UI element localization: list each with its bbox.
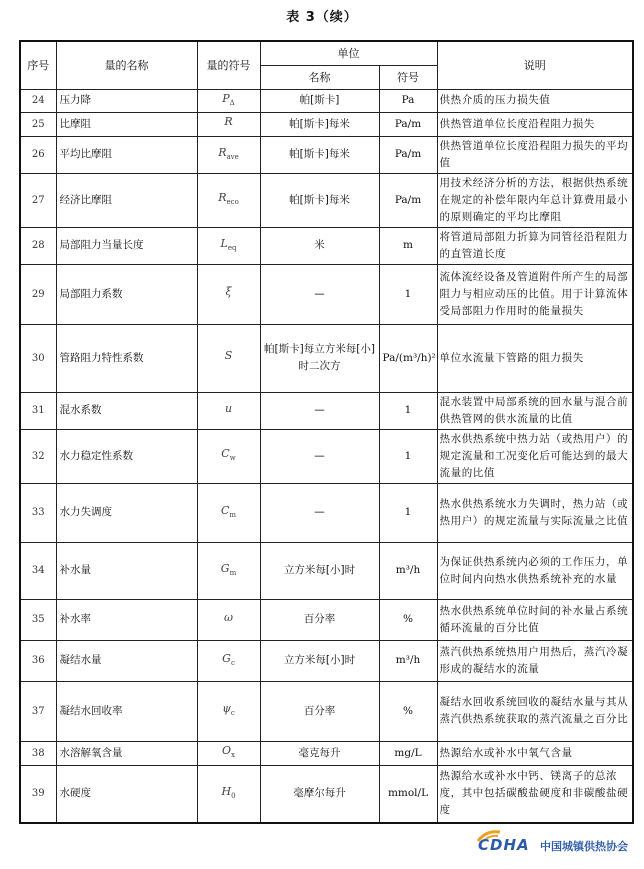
quantity-name: 经济比摩阻 bbox=[56, 173, 197, 227]
unit-name: 帕[斯卡]每米 bbox=[260, 112, 379, 136]
unit-name: 毫摩尔每升 bbox=[260, 765, 379, 823]
table-row bbox=[20, 324, 633, 392]
header-unit-name: 名称 bbox=[260, 65, 379, 89]
description: 热水供热系统单位时间的补水量占系统循环流量的百分比值 bbox=[437, 599, 633, 640]
quantity-symbol bbox=[197, 765, 260, 823]
symbol-subscript: eq bbox=[227, 243, 237, 252]
quantity-name: 水硬度 bbox=[56, 765, 197, 823]
unit-symbol: 1 bbox=[379, 483, 437, 542]
unit-name: 帕[斯卡]每立方米每[小]时二次方 bbox=[260, 324, 379, 392]
description: 热源给水或补水中氧气含量 bbox=[437, 741, 633, 765]
header-unit: 单位 bbox=[260, 41, 437, 65]
unit-name: 帕[斯卡] bbox=[260, 89, 379, 112]
table-row bbox=[20, 89, 633, 112]
unit-name: 立方米每[小]时 bbox=[260, 542, 379, 599]
unit-name: — bbox=[260, 483, 379, 542]
symbol-subscript: 0 bbox=[231, 792, 236, 801]
quantity-symbol bbox=[197, 681, 260, 741]
header-unit-symbol: 符号 bbox=[379, 65, 437, 89]
symbol-subscript: eco bbox=[226, 198, 239, 207]
symbol-subscript: m bbox=[229, 568, 237, 577]
unit-symbol: Pa/(m³/h)² bbox=[379, 324, 437, 392]
quantity-symbol bbox=[197, 542, 260, 599]
unit-symbol: 1 bbox=[379, 264, 437, 324]
symbol-main: O bbox=[222, 744, 232, 758]
unit-symbol: m³/h bbox=[379, 542, 437, 599]
unit-symbol: Pa bbox=[379, 89, 437, 112]
row-number: 27 bbox=[20, 173, 56, 227]
symbol-subscript: m bbox=[229, 510, 237, 519]
quantity-name: 水力失调度 bbox=[56, 483, 197, 542]
unit-symbol: mg/L bbox=[379, 741, 437, 765]
quantity-name: 比摩阻 bbox=[56, 112, 197, 136]
quantity-name: 水力稳定性系数 bbox=[56, 429, 197, 483]
quantity-symbol bbox=[197, 392, 260, 429]
table-row bbox=[20, 227, 633, 264]
symbol-main: G bbox=[222, 651, 231, 665]
description: 热水供热系统中热力站（或热用户）的规定流量和工况变化后可能达到的最大流量的比值 bbox=[437, 429, 633, 483]
unit-symbol: 1 bbox=[379, 392, 437, 429]
description: 用技术经济分析的方法，根据供热系统在规定的补偿年限内年总计算费用最小的原则确定的平均比摩阻 bbox=[437, 173, 633, 227]
symbol-main: ψ bbox=[222, 702, 231, 716]
table-row bbox=[20, 640, 633, 681]
unit-name: — bbox=[260, 429, 379, 483]
symbol-subscript: Δ bbox=[229, 98, 235, 107]
description: 供热管道单位长度沿程阻力损失的平均值 bbox=[437, 136, 633, 173]
row-number: 38 bbox=[20, 741, 56, 765]
unit-symbol: 1 bbox=[379, 429, 437, 483]
table-row bbox=[20, 136, 633, 173]
description: 为保证供热系统内必须的工作压力，单位时间内向热水供热系统补充的水量 bbox=[437, 542, 633, 599]
symbol-main: P bbox=[222, 91, 230, 105]
header-seq: 序号 bbox=[20, 41, 56, 89]
table-row bbox=[20, 264, 633, 324]
description: 供热管道单位长度沿程阻力损失 bbox=[437, 112, 633, 136]
description: 单位水流量下管路的阻力损失 bbox=[437, 324, 633, 392]
quantity-name: 补水量 bbox=[56, 542, 197, 599]
quantity-symbol bbox=[197, 640, 260, 681]
quantity-symbol bbox=[197, 173, 260, 227]
unit-symbol: Pa/m bbox=[379, 112, 437, 136]
quantity-symbol bbox=[197, 112, 260, 136]
org-name: 中国城镇供热协会 bbox=[540, 840, 628, 853]
symbol-main: L bbox=[220, 236, 228, 250]
unit-name: 立方米每[小]时 bbox=[260, 640, 379, 681]
header-description: 说明 bbox=[437, 41, 633, 89]
symbol-main: C bbox=[220, 503, 230, 517]
symbol-subscript: x bbox=[231, 751, 235, 760]
header-quantity-name: 量的名称 bbox=[56, 41, 197, 89]
description: 凝结水回收系统回收的凝结水量与其从蒸汽供热系统获取的蒸汽流量之百分比 bbox=[437, 681, 633, 741]
header-quantity-symbol: 量的符号 bbox=[197, 41, 260, 89]
symbol-main: u bbox=[224, 401, 233, 415]
quantity-symbol bbox=[197, 599, 260, 640]
description: 蒸汽供热系统热用户用热后，蒸汽冷凝形成的凝结水的流量 bbox=[437, 640, 633, 681]
symbol-main: G bbox=[220, 561, 230, 575]
row-number: 30 bbox=[20, 324, 56, 392]
description: 热源给水或补水中钙、镁离子的总浓度，其中包括碳酸盐硬度和非碳酸盐硬度 bbox=[437, 765, 633, 823]
unit-name: — bbox=[260, 392, 379, 429]
symbol-main: ω bbox=[224, 610, 233, 624]
quantity-symbol bbox=[197, 264, 260, 324]
quantity-symbol bbox=[197, 741, 260, 765]
unit-name: 百分率 bbox=[260, 599, 379, 640]
table-row bbox=[20, 429, 633, 483]
description: 流体流经设备及管道附件所产生的局部阻力与相应动压的比值。用于计算流体受局部阻力作用时的能量损失 bbox=[437, 264, 633, 324]
unit-name: 帕[斯卡]每米 bbox=[260, 173, 379, 227]
logo-text: CDHA bbox=[478, 836, 530, 854]
quantity-name: 管路阻力特性系数 bbox=[56, 324, 197, 392]
table-body bbox=[20, 89, 633, 823]
unit-name: 百分率 bbox=[260, 681, 379, 741]
row-number: 32 bbox=[20, 429, 56, 483]
row-number: 25 bbox=[20, 112, 56, 136]
table-title: 表 3（续） bbox=[286, 10, 358, 25]
table-row bbox=[20, 483, 633, 542]
description: 供热介质的压力损失值 bbox=[437, 89, 633, 112]
row-number: 31 bbox=[20, 392, 56, 429]
quantity-symbol bbox=[197, 483, 260, 542]
unit-name: 毫克每升 bbox=[260, 741, 379, 765]
quantity-symbol bbox=[197, 136, 260, 173]
quantity-name: 凝结水回收率 bbox=[56, 681, 197, 741]
row-number: 39 bbox=[20, 765, 56, 823]
symbol-main: R bbox=[218, 145, 227, 159]
description: 混水装置中局部系统的回水量与混合前供热管网的供水流量的比值 bbox=[437, 392, 633, 429]
quantity-symbol bbox=[197, 89, 260, 112]
row-number: 29 bbox=[20, 264, 56, 324]
quantity-name: 混水系数 bbox=[56, 392, 197, 429]
unit-symbol: Pa/m bbox=[379, 136, 437, 173]
table-row bbox=[20, 765, 633, 823]
unit-symbol: m³/h bbox=[379, 640, 437, 681]
unit-symbol: m bbox=[379, 227, 437, 264]
row-number: 33 bbox=[20, 483, 56, 542]
unit-name: 米 bbox=[260, 227, 379, 264]
symbol-main: H bbox=[221, 784, 232, 798]
row-number: 37 bbox=[20, 681, 56, 741]
quantity-symbol bbox=[197, 324, 260, 392]
unit-name: 帕[斯卡]每米 bbox=[260, 136, 379, 173]
symbol-main: C bbox=[221, 447, 230, 461]
quantity-name: 局部阻力当量长度 bbox=[56, 227, 197, 264]
symbol-subscript: w bbox=[229, 454, 236, 463]
row-number: 28 bbox=[20, 227, 56, 264]
table-row bbox=[20, 392, 633, 429]
row-number: 35 bbox=[20, 599, 56, 640]
description: 将管道局部阻力折算为同管径沿程阻力的直管道长度 bbox=[437, 227, 633, 264]
cdha-watermark-logo bbox=[470, 828, 640, 854]
table-row bbox=[20, 542, 633, 599]
unit-name: — bbox=[260, 264, 379, 324]
quantity-symbol bbox=[197, 227, 260, 264]
quantity-name: 压力降 bbox=[56, 89, 197, 112]
quantity-name: 水溶解氧含量 bbox=[56, 741, 197, 765]
quantities-table bbox=[19, 40, 634, 824]
symbol-subscript: c bbox=[230, 709, 235, 718]
table-row bbox=[20, 599, 633, 640]
symbol-subscript: c bbox=[230, 658, 235, 667]
symbol-main: R bbox=[224, 115, 233, 129]
row-number: 24 bbox=[20, 89, 56, 112]
symbol-main: R bbox=[218, 191, 227, 205]
unit-symbol: % bbox=[379, 681, 437, 741]
quantity-name: 凝结水量 bbox=[56, 640, 197, 681]
table-row bbox=[20, 173, 633, 227]
unit-symbol: mmol/L bbox=[379, 765, 437, 823]
unit-symbol: Pa/m bbox=[379, 173, 437, 227]
row-number: 26 bbox=[20, 136, 56, 173]
symbol-main: ξ bbox=[225, 285, 232, 299]
row-number: 34 bbox=[20, 542, 56, 599]
description: 热水供热系统水力失调时，热力站（或热用户）的规定流量与实际流量之比值 bbox=[437, 483, 633, 542]
table-row bbox=[20, 741, 633, 765]
table-row bbox=[20, 112, 633, 136]
quantity-symbol bbox=[197, 429, 260, 483]
row-number: 36 bbox=[20, 640, 56, 681]
quantity-name: 平均比摩阻 bbox=[56, 136, 197, 173]
table-row bbox=[20, 681, 633, 741]
unit-symbol: % bbox=[379, 599, 437, 640]
quantity-name: 补水率 bbox=[56, 599, 197, 640]
symbol-subscript: ave bbox=[226, 152, 239, 161]
symbol-main: S bbox=[224, 349, 233, 363]
quantity-name: 局部阻力系数 bbox=[56, 264, 197, 324]
